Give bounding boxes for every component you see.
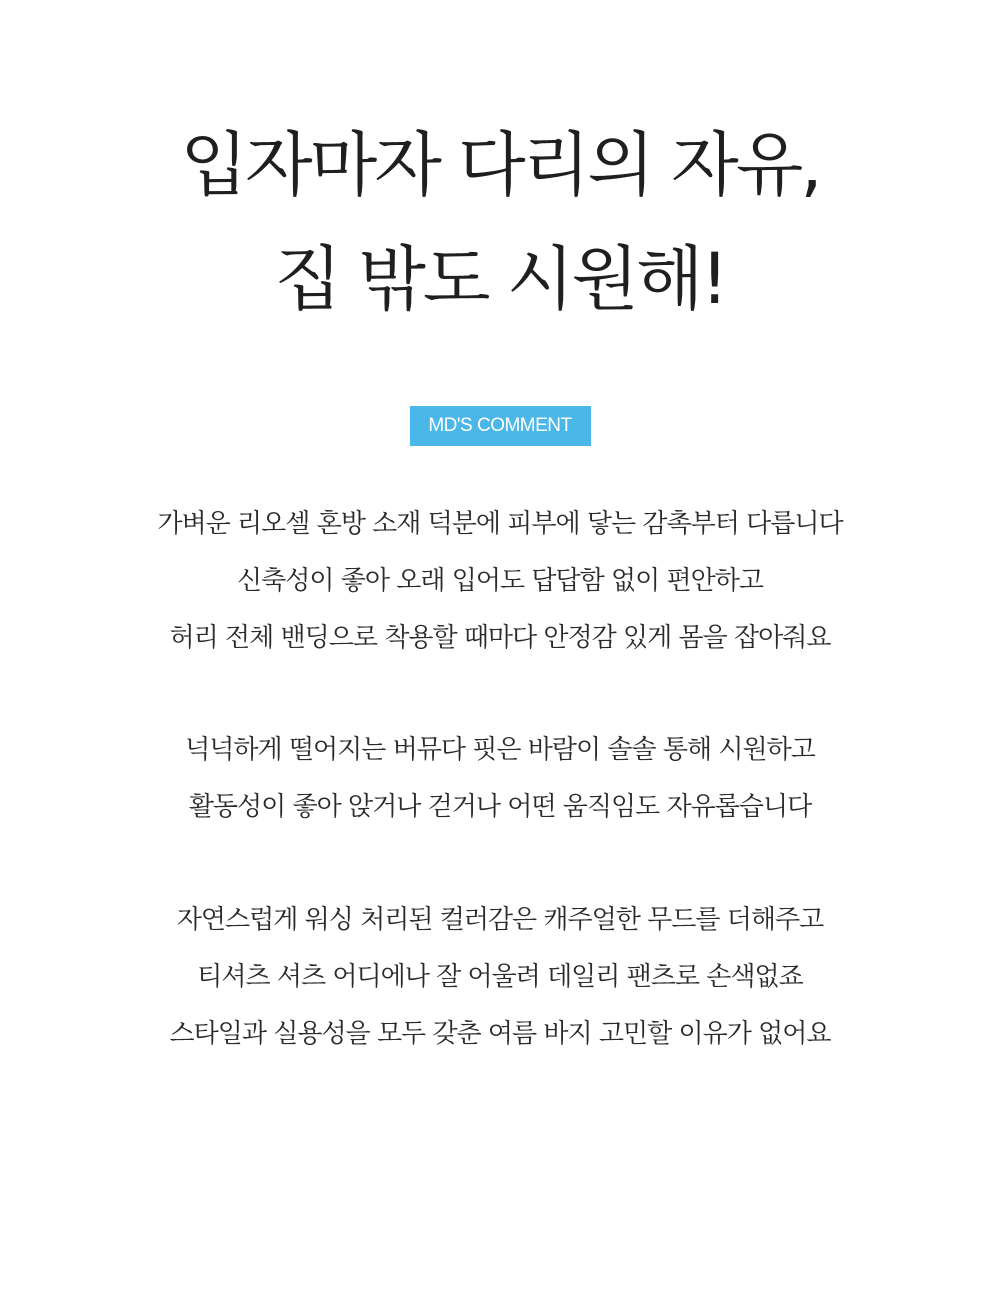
paragraph-line: 활동성이 좋아 앉거나 걷거나 어떤 움직임도 자유롭습니다 xyxy=(188,792,812,822)
paragraph-line: 티셔츠 셔츠 어디에나 잘 어울려 데일리 팬츠로 손색없죠 xyxy=(197,962,803,992)
paragraph-line: 허리 전체 밴딩으로 착용할 때마다 안정감 있게 몸을 잡아줘요 xyxy=(169,623,831,653)
paragraph-line: 가벼운 리오셀 혼방 소재 덕분에 피부에 닿는 감촉부터 다릅니다 xyxy=(157,509,843,539)
paragraph-1 xyxy=(0,496,1000,667)
paragraph-line: 스타일과 실용성을 모두 갖춘 여름 바지 고민할 이유가 없어요 xyxy=(169,1019,831,1049)
headline-line-2: 집 밖도 시원해! xyxy=(274,238,726,320)
paragraph-line: 자연스럽게 워싱 처리된 컬러감은 캐주얼한 무드를 더해주고 xyxy=(176,905,824,935)
paragraph-line: 신축성이 좋아 오래 입어도 답답함 없이 편안하고 xyxy=(237,566,763,596)
paragraph-3 xyxy=(0,892,1000,1063)
paragraph-2 xyxy=(0,722,1000,836)
headline xyxy=(0,108,1000,336)
headline-line-1: 입자마자 다리의 자유, xyxy=(180,124,820,206)
mds-comment-badge: MD'S COMMENT xyxy=(410,406,591,446)
badge-container xyxy=(0,406,1000,446)
paragraph-line: 넉넉하게 떨어지는 버뮤다 핏은 바람이 솔솔 통해 시원하고 xyxy=(185,735,815,765)
